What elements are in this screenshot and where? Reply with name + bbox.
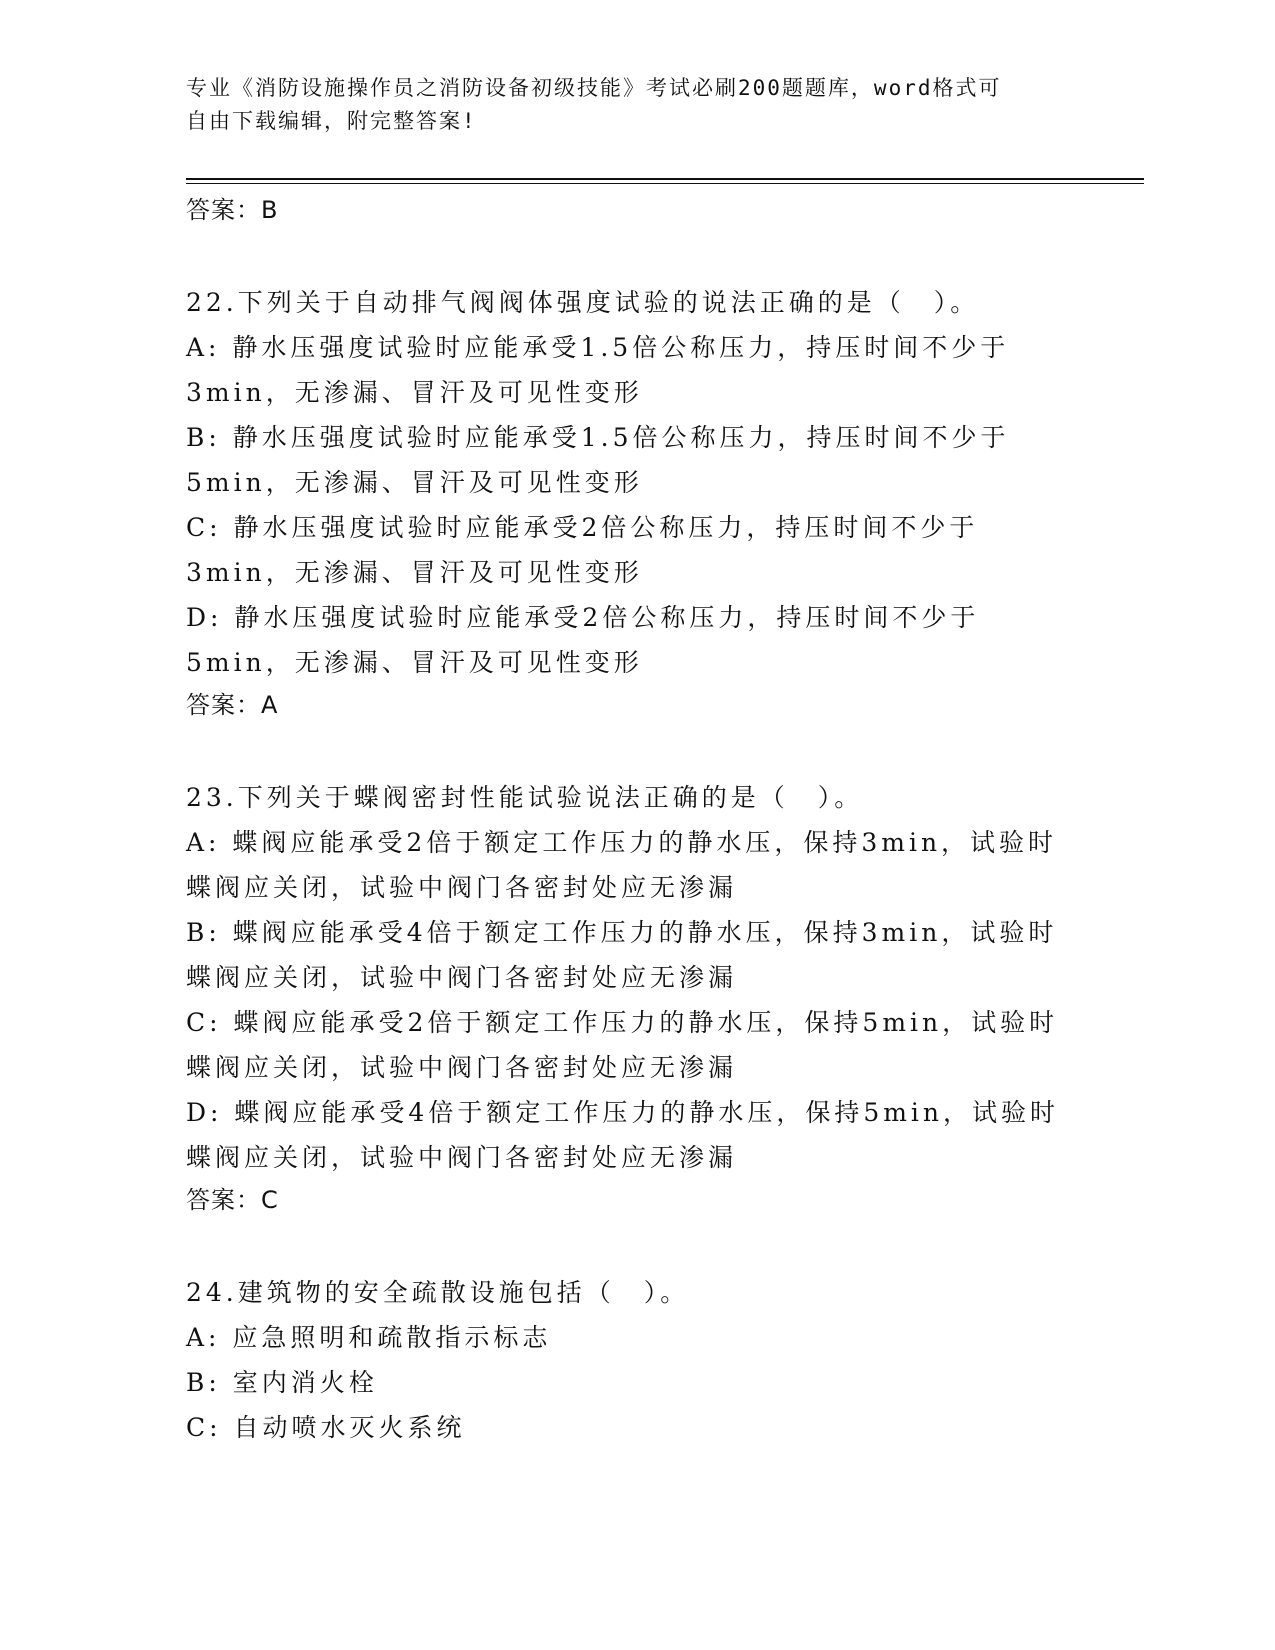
header-divider-thin	[186, 183, 1144, 184]
option-c	[186, 505, 1086, 595]
option-letter: B:	[186, 423, 221, 452]
option-text: 自动喷水灭火系统	[221, 1413, 466, 1442]
question-23	[186, 775, 1086, 1220]
header-title-line-1: 专业《消防设施操作员之消防设备初级技能》考试必刷200题题库，word格式可	[186, 76, 1002, 100]
option-text: 静水压强度试验时应能承受1.5倍公称压力，持压时间不少于5min，无渗漏、冒汗及可见性变形	[186, 423, 1010, 497]
option-letter: D:	[186, 1098, 223, 1127]
option-a	[186, 1315, 1086, 1360]
option-letter: A:	[186, 333, 221, 362]
option-a	[186, 820, 1086, 910]
option-a	[186, 325, 1086, 415]
option-d	[186, 1090, 1086, 1180]
question-22	[186, 280, 1086, 725]
question-24	[186, 1270, 1086, 1450]
option-b	[186, 1360, 1086, 1405]
option-d	[186, 595, 1086, 685]
option-letter: C:	[186, 1413, 222, 1442]
option-text: 蝶阀应能承受4倍于额定工作压力的静水压，保持5min，试验时蝶阀应关闭，试验中阀门各密封处应无渗漏	[186, 1098, 1060, 1172]
page-header	[186, 72, 1086, 138]
option-text: 静水压强度试验时应能承受2倍公称压力，持压时间不少于5min，无渗漏、冒汗及可见性变形	[186, 603, 980, 677]
question-stem: 22.下列关于自动排气阀阀体强度试验的说法正确的是（ ）。	[186, 288, 980, 317]
option-b	[186, 910, 1086, 1000]
question-answer: 答案：C	[186, 1186, 279, 1214]
header-divider-thick	[186, 178, 1144, 180]
option-text: 蝶阀应能承受4倍于额定工作压力的静水压，保持3min，试验时蝶阀应关闭，试验中阀门各密封处应无渗漏	[186, 918, 1058, 992]
option-text: 静水压强度试验时应能承受2倍公称压力，持压时间不少于3min，无渗漏、冒汗及可见性变形	[186, 513, 979, 587]
question-stem: 24.建筑物的安全疏散设施包括（ ）。	[186, 1278, 690, 1307]
document-body	[186, 190, 1086, 1450]
option-text: 蝶阀应能承受2倍于额定工作压力的静水压，保持3min，试验时蝶阀应关闭，试验中阀门各密封处应无渗漏	[186, 828, 1058, 902]
header-title-line-2: 自由下载编辑，附完整答案!	[186, 109, 477, 133]
option-letter: B:	[186, 918, 221, 947]
option-letter: C:	[186, 513, 222, 542]
question-stem: 23.下列关于蝶阀密封性能试验说法正确的是（ ）。	[186, 783, 864, 812]
option-text: 蝶阀应能承受2倍于额定工作压力的静水压，保持5min，试验时蝶阀应关闭，试验中阀门各密封处应无渗漏	[186, 1008, 1059, 1082]
option-text: 室内消火栓	[220, 1368, 378, 1397]
previous-answer: 答案：B	[186, 196, 279, 224]
option-c	[186, 1405, 1086, 1450]
option-letter: A:	[186, 828, 221, 857]
option-text: 静水压强度试验时应能承受1.5倍公称压力，持压时间不少于3min，无渗漏、冒汗及可见性变形	[186, 333, 1010, 407]
option-letter: C:	[186, 1008, 222, 1037]
option-c	[186, 1000, 1086, 1090]
option-b	[186, 415, 1086, 505]
question-answer: 答案：A	[186, 691, 279, 719]
option-letter: B:	[186, 1368, 221, 1397]
option-text: 应急照明和疏散指示标志	[220, 1323, 552, 1352]
option-letter: D:	[186, 603, 223, 632]
option-letter: A:	[186, 1323, 221, 1352]
